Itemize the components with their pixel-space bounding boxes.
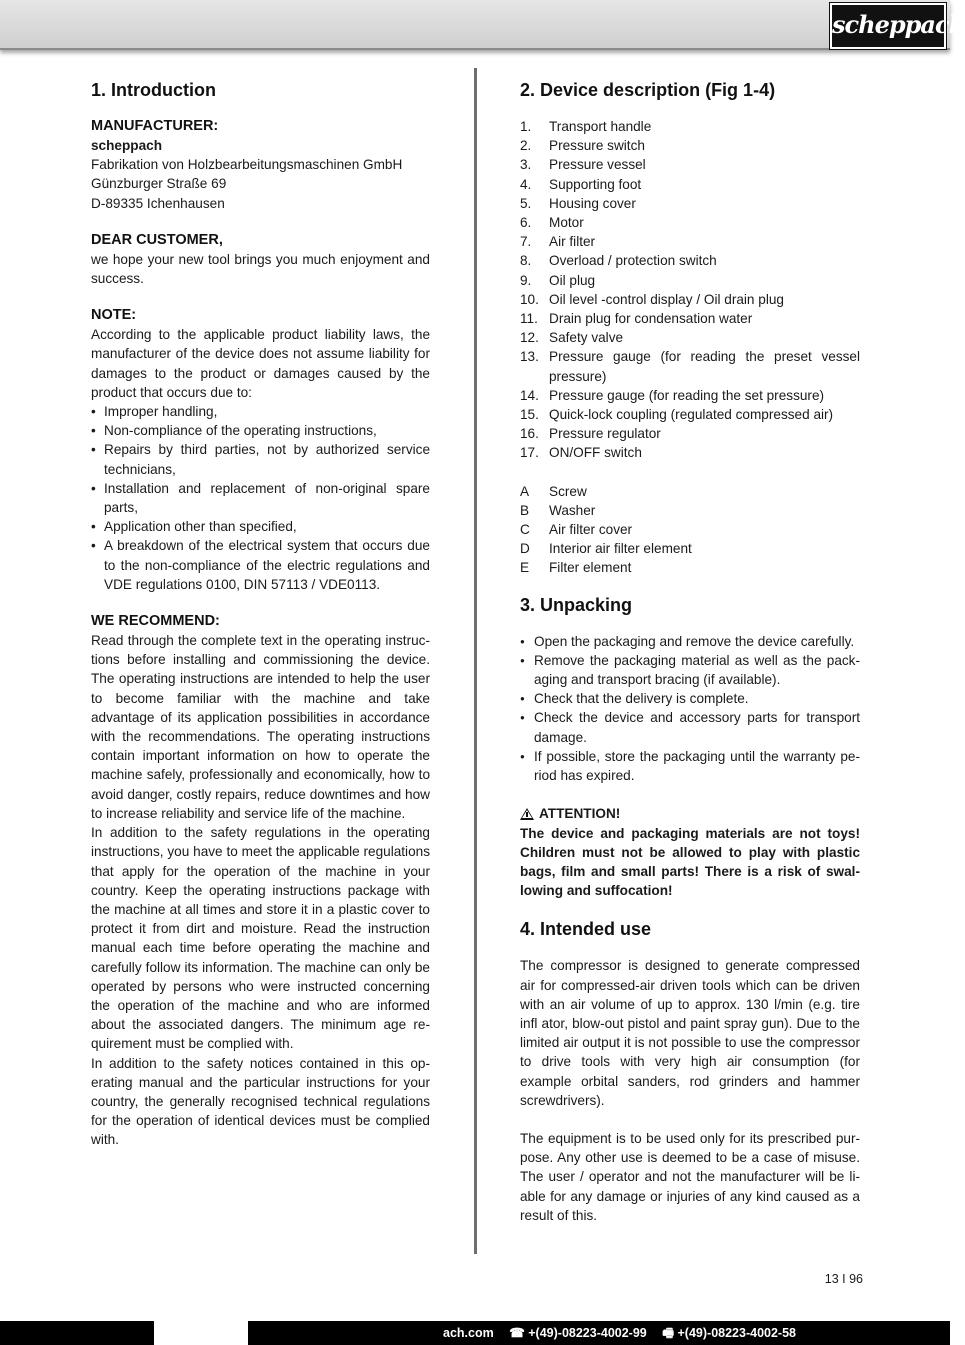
filter-parts-list	[520, 482, 860, 578]
unpacking-title: 3. Unpacking	[520, 594, 633, 615]
note-text: According to the applicable product liability laws, the manufacturer of the device does not assume liability for damages to the product or damages caused by the product that occurs due to:	[91, 327, 430, 400]
list-item: ● Open the packaging and remove the device carefully.	[520, 632, 860, 651]
list-item: 2. Pressure switch	[520, 138, 645, 154]
footer-contact-bar	[248, 1321, 950, 1345]
list-item: 17. ON/OFF switch	[520, 445, 642, 461]
list-item: • A breakdown of the electrical system that occurs due to the non-compliance of the electric regulations and VDE regulations 0100, DIN 57113 / VDE0113.	[91, 536, 430, 594]
list-item: ● Check that the delivery is complete.	[520, 689, 860, 708]
device-description-title: 2. Device description (Fig 1-4)	[520, 80, 776, 100]
unpacking-list	[520, 632, 860, 786]
intended-use-paragraph: The compressor is designed to generate compressed air for compressed-air driven tools which can be driven with an air volume of up to approx. 130 l/min (e.g. tire infl ator, blow-out pistol and paint spray gun). Due to the limited air output it is not possible to use the compressor to drive tools with very high air consumption (for example orbital sanders, rod grinders and hammer screwdrivers).	[520, 958, 860, 1108]
list-item: C Air filter cover	[520, 522, 633, 538]
warning-triangle-icon	[520, 808, 534, 820]
list-item: • Repairs by third parties, not by authorized service technicians,	[91, 440, 430, 478]
recommend-paragraph: In addition to the safety notices contained in this operating manual and the particular instructions for your country, the generally recognised technical regulations for the operation of identical devices must be complied with.	[91, 1055, 430, 1148]
list-item: 5. Housing cover	[520, 195, 636, 211]
intended-use-title: 4. Intended use	[520, 919, 652, 940]
recommend-paragraph: Read through the complete text in the operating instructions before installing and commissioning the device. The operating instructions are intended to help the user to become familiar with the machine and take advantage of its application possibilities in accordance with the recommendations. The operating instructions contain important information on how to operate the machine safely, professionally and economically, how to avoid danger, costly repairs, reduce downtimes and how to increase reliability and service life of the machine.	[91, 633, 430, 821]
manufacturer-line: D-89335 Ichenhausen	[91, 195, 225, 211]
manufacturer-heading: MANUFACTURER:	[91, 118, 219, 134]
list-item: ● Remove the packaging material as well as the packaging and transport bracing (if available).	[520, 651, 860, 689]
attention-heading: ATTENTION!	[520, 804, 860, 823]
page-number: 13 I 96	[824, 1272, 863, 1286]
list-item: 1. Transport handle	[520, 119, 652, 134]
list-item: • Non-compliance of the operating instructions,	[91, 421, 430, 440]
intended-use-paragraph: The equipment is to be used only for its prescribed purpose. Any other use is deemed to be a case of misuse. The user / operator and not the manufacturer will be liable for any damage or injuries of any kind caused as a result of this.	[520, 1130, 860, 1223]
note-heading: NOTE:	[91, 307, 137, 324]
list-item: 9. Oil plug	[520, 272, 596, 288]
footer-black-block	[0, 1321, 154, 1345]
list-item: 11. Drain plug for condensation water	[520, 311, 753, 327]
introduction-title: 1. Introduction	[91, 80, 216, 100]
list-item: 15. Quick-lock coupling (regulated compressed air)	[520, 407, 834, 423]
attention-text: The device and packaging materials are not toys! Children must not be allowed to play with plastic bags, film and small parts! There is a risk of swallowing and suffocation!	[520, 825, 860, 899]
manufacturer-name: scheppach	[91, 138, 163, 153]
recommend-paragraph: In addition to the safety regulations in the operating instructions, you have to meet the applicable regulations that apply for the operation of the machine in your country. Keep the operating instructions package with the machine at all times and store it in a plastic cover to protect it from dirt and moisture. Read the instruction manual each time before operating the machine and carefully follow its information. The machine can only be operated by persons who were instructed concerning the operation of the machine and who are informed about the associated dangers. The minimum age requirement must be complied with.	[91, 825, 430, 1052]
list-item: • Application other than specified,	[91, 517, 430, 536]
dear-customer-text: we hope your new tool brings you much enjoyment and success.	[91, 251, 430, 287]
list-item: • Installation and replacement of non-original spare parts,	[91, 479, 430, 517]
recommend-heading: WE RECOMMEND:	[91, 613, 220, 630]
device-parts-list	[520, 117, 860, 463]
list-item: ● If possible, store the packaging until the warranty period has expired.	[520, 747, 860, 785]
list-item: B Washer	[520, 502, 596, 518]
list-item: 6. Motor	[520, 215, 584, 231]
list-item: 13. Pressure gauge (for reading the preset vessel pressure)	[520, 349, 860, 384]
list-item: 8. Overload / protection switch	[520, 253, 717, 269]
footer-phone: ☎ +(49)-08223-4002-99	[509, 1326, 647, 1340]
note-list	[91, 402, 430, 594]
list-item: 10. Oil level -control display / Oil drain plug	[520, 291, 784, 307]
brand-logo: scheppach	[830, 3, 946, 49]
list-item: E Filter element	[520, 560, 632, 576]
list-item: 12. Safety valve	[520, 330, 624, 346]
column-divider	[474, 68, 477, 1254]
footer-bar	[0, 1321, 950, 1345]
footer-fax: 🖷 +(49)-08223-4002-58	[662, 1326, 796, 1340]
list-item: 3. Pressure vessel	[520, 157, 646, 173]
left-column	[91, 78, 430, 1150]
list-item: 7. Air filter	[520, 234, 596, 250]
list-item: 4. Supporting foot	[520, 176, 642, 192]
list-item: A Screw	[520, 483, 587, 499]
header-bar	[0, 0, 965, 50]
list-item: 14. Pressure gauge (for reading the set pressure)	[520, 387, 825, 403]
dear-customer-heading: DEAR CUSTOMER,	[91, 231, 223, 248]
right-column	[520, 78, 860, 1225]
manufacturer-line: Günzburger Straße 69	[91, 176, 227, 192]
list-item: ● Check the device and accessory parts for transport damage.	[520, 708, 860, 746]
list-item: 16. Pressure regulator	[520, 426, 661, 442]
manufacturer-line: Fabrikation von Holzbearbeitungsmaschinen GmbH	[91, 157, 403, 173]
list-item: • Improper handling,	[91, 402, 430, 421]
list-item: D Interior air filter element	[520, 541, 692, 557]
footer-website: ach.com	[443, 1326, 494, 1340]
